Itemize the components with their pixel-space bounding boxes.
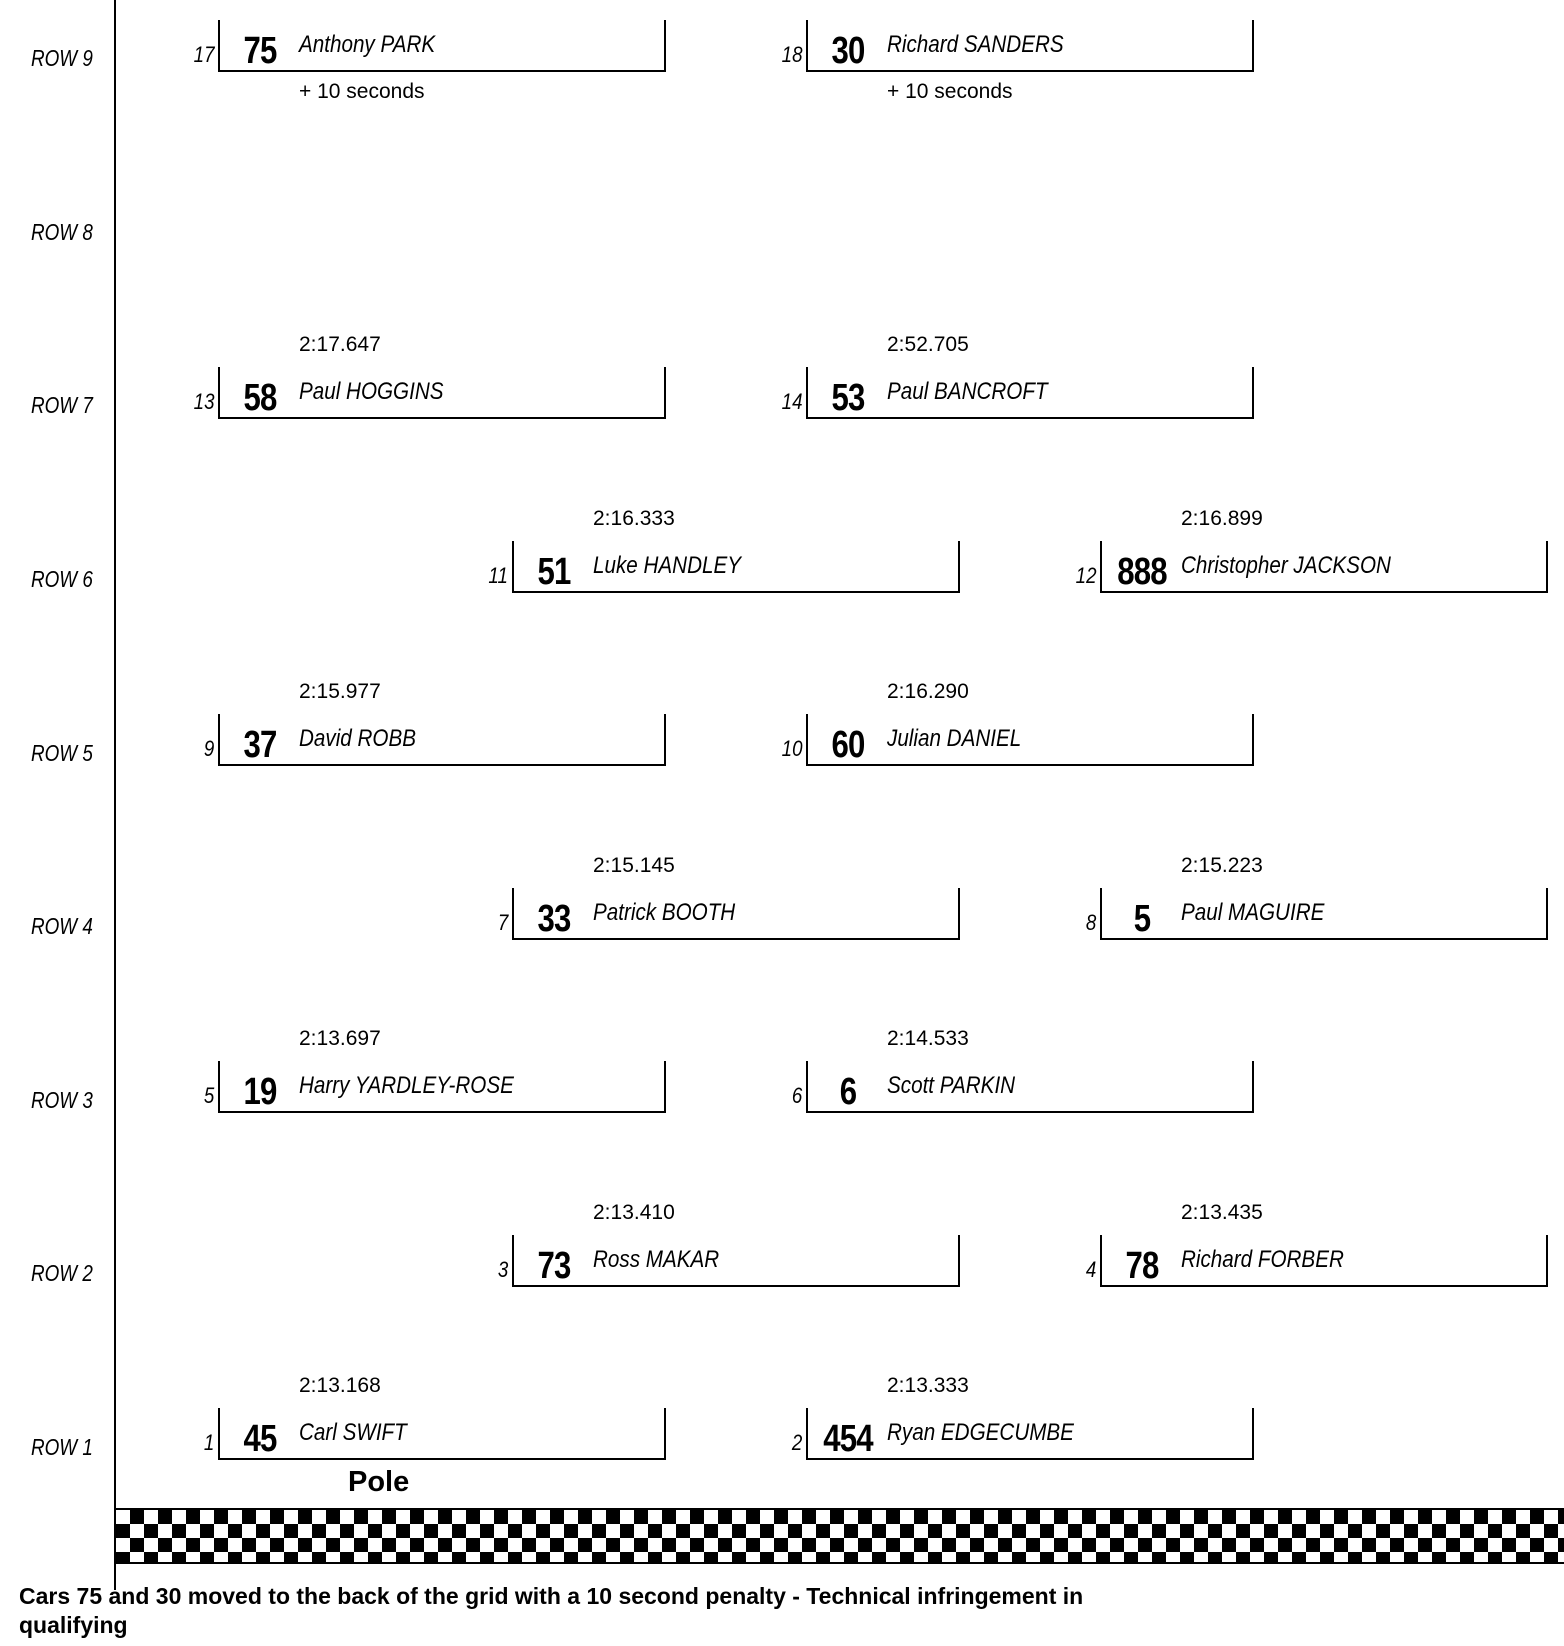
lap-time: 2:15.145 [593, 854, 675, 877]
driver-name: Ryan EDGECUMBE [887, 1419, 1074, 1446]
grid-slot [497, 1197, 962, 1307]
lap-time: 2:15.223 [1181, 854, 1263, 877]
row-label-6: ROW 6 [31, 566, 93, 592]
lap-time: 2:13.697 [299, 1027, 381, 1050]
car-number: 51 [537, 551, 571, 593]
driver-name: Richard FORBER [1181, 1246, 1344, 1273]
car-number: 45 [243, 1418, 277, 1460]
grid-slot [781, 329, 1256, 439]
grid-slot [781, 0, 1256, 103]
driver-name: David ROBB [299, 725, 417, 752]
driver-name: Scott PARKIN [887, 1072, 1016, 1099]
driver-name: Carl SWIFT [299, 1419, 407, 1446]
penalty-note: + 10 seconds [299, 80, 425, 103]
car-number: 30 [831, 30, 865, 72]
row-label-8: ROW 8 [31, 219, 93, 245]
row-label-9: ROW 9 [31, 45, 93, 71]
car-number: 19 [243, 1071, 277, 1113]
car-number: 37 [243, 724, 277, 766]
grid-slot [1075, 503, 1550, 613]
grid-position: 5 [203, 1083, 214, 1108]
grid-position: 1 [203, 1430, 214, 1455]
grid-slot [193, 0, 668, 103]
penalty-footnote: Cars 75 and 30 moved to the back of the grid with a 10 second penalty - Technical infringement in qualifying [19, 1583, 1084, 1638]
car-number: 33 [537, 898, 571, 940]
car-number: 888 [1117, 551, 1167, 593]
grid-position: 11 [488, 563, 508, 588]
lap-time: 2:16.899 [1181, 507, 1263, 530]
grid-position: 12 [1075, 563, 1096, 588]
grid-slot [781, 676, 1256, 786]
row-label-7: ROW 7 [31, 392, 93, 418]
driver-name: Ross MAKAR [593, 1246, 720, 1273]
driver-name: Harry YARDLEY-ROSE [299, 1072, 514, 1099]
grid-position: 17 [193, 42, 214, 67]
grid-slot [203, 676, 668, 786]
driver-name: Luke HANDLEY [593, 552, 741, 579]
lap-time: 2:15.977 [299, 680, 381, 703]
lap-time: 2:17.647 [299, 333, 381, 356]
lap-time: 2:13.333 [887, 1374, 969, 1397]
driver-name: Patrick BOOTH [593, 899, 736, 926]
grid-slot [488, 503, 962, 613]
grid-position: 10 [781, 736, 802, 761]
lap-time: 2:13.435 [1181, 1201, 1263, 1224]
grid-slot-pole [203, 1370, 668, 1480]
car-number: 5 [1133, 898, 1151, 940]
row-label-3: ROW 3 [31, 1087, 93, 1113]
grid-axis-line [114, 0, 116, 1590]
car-number: 58 [243, 377, 277, 419]
grid-position: 7 [497, 910, 508, 935]
grid-slot [203, 1023, 668, 1133]
grid-slot [1085, 1197, 1550, 1307]
grid-slot [791, 1370, 1256, 1480]
grid-position: 14 [781, 389, 802, 414]
car-number: 78 [1125, 1245, 1159, 1287]
driver-name: Christopher JACKSON [1181, 552, 1391, 579]
chequered-start-line [116, 1508, 1564, 1564]
grid-position: 2 [791, 1430, 802, 1455]
car-number: 73 [537, 1245, 571, 1287]
grid-position: 13 [193, 389, 214, 414]
grid-position: 4 [1085, 1257, 1096, 1282]
row-label-2: ROW 2 [31, 1260, 93, 1286]
lap-time: 2:13.168 [299, 1374, 381, 1397]
row-label-1: ROW 1 [31, 1434, 93, 1460]
grid-slot [193, 329, 668, 439]
grid-position: 6 [791, 1083, 802, 1108]
driver-name: Paul MAGUIRE [1181, 899, 1325, 926]
grid-slot [497, 850, 962, 960]
driver-name: Richard SANDERS [887, 31, 1064, 58]
grid-position: 3 [497, 1257, 508, 1282]
grid-slot [1085, 850, 1550, 960]
lap-time: 2:16.333 [593, 507, 675, 530]
driver-name: Paul BANCROFT [887, 378, 1048, 405]
lap-time: 2:52.705 [887, 333, 969, 356]
pole-label: Pole [348, 1466, 410, 1498]
row-label-4: ROW 4 [31, 913, 93, 939]
grid-position: 8 [1085, 910, 1096, 935]
car-number: 60 [831, 724, 865, 766]
lap-time: 2:14.533 [887, 1027, 969, 1050]
row-label-5: ROW 5 [31, 740, 93, 766]
lap-time: 2:16.290 [887, 680, 969, 703]
car-number: 6 [839, 1071, 857, 1113]
driver-name: Julian DANIEL [887, 725, 1022, 752]
car-number: 454 [823, 1418, 873, 1460]
car-number: 75 [243, 30, 277, 72]
grid-slot [791, 1023, 1256, 1133]
car-number: 53 [831, 377, 865, 419]
grid-position: 18 [781, 42, 802, 67]
driver-name: Anthony PARK [299, 31, 436, 58]
penalty-note: + 10 seconds [887, 80, 1013, 103]
grid-position: 9 [203, 736, 214, 761]
driver-name: Paul HOGGINS [299, 378, 444, 405]
lap-time: 2:13.410 [593, 1201, 675, 1224]
